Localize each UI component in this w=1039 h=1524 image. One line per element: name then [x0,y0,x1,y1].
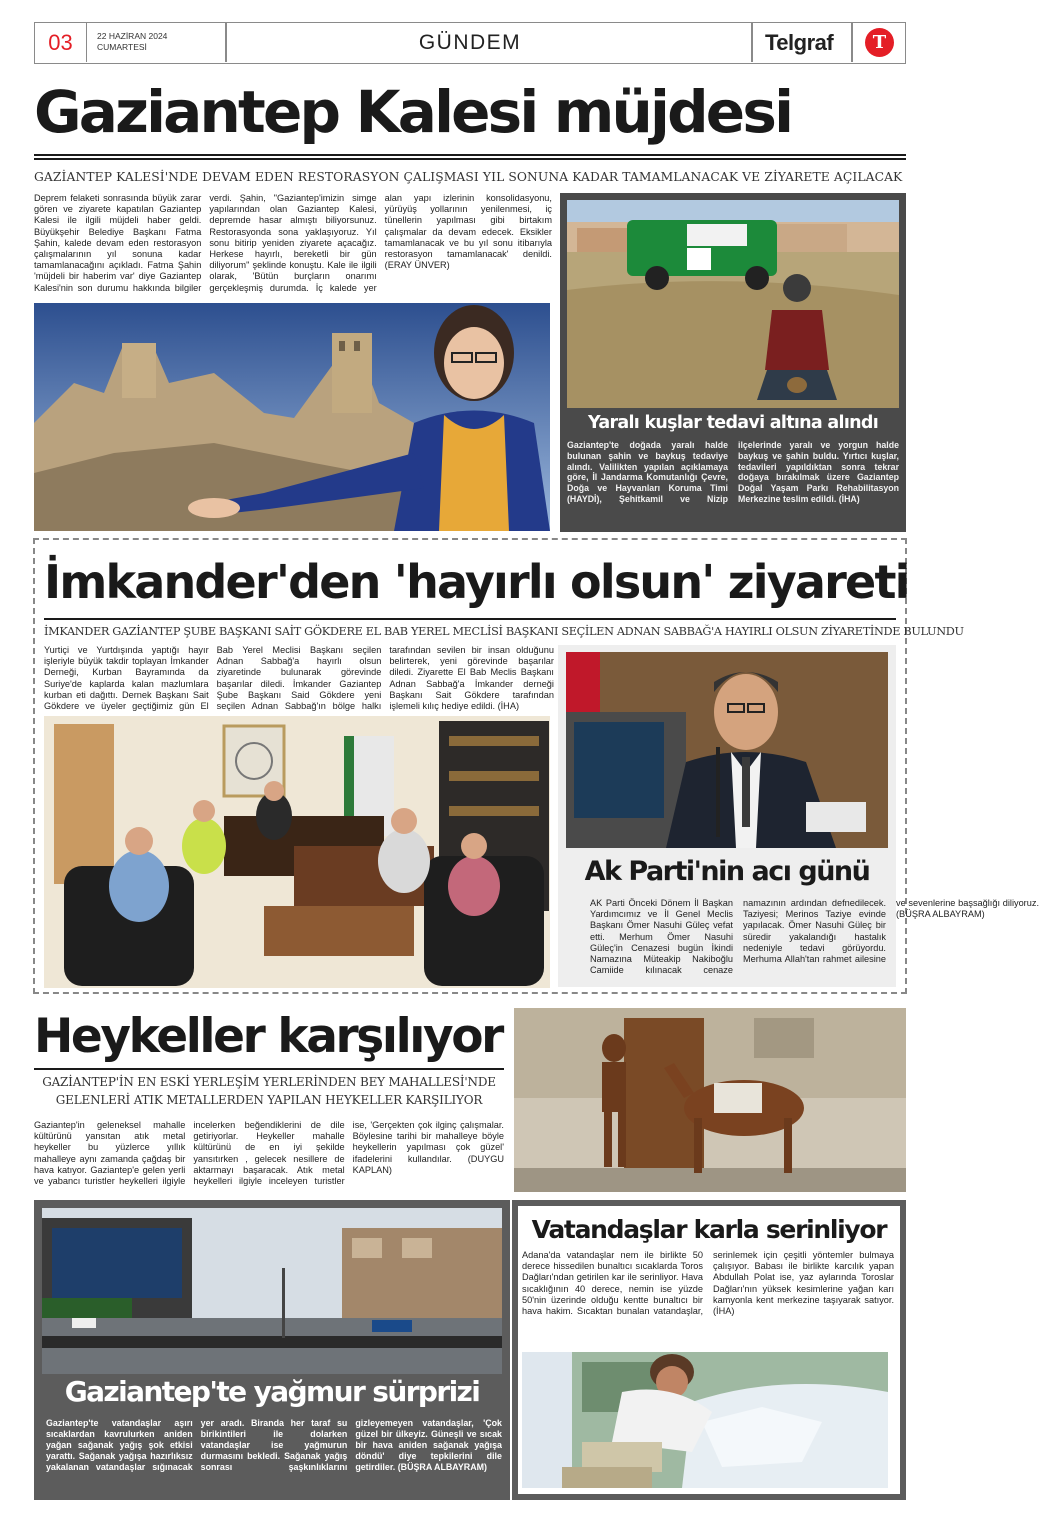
brand-logo-icon: T [865,28,894,57]
rainy-street-photo [42,1208,502,1374]
council-president-photo [566,652,888,848]
headline-rule [34,1068,504,1070]
office-visit-photo [44,716,550,988]
sidebar-headline: Yaralı kuşlar tedavi altına alındı [587,413,879,433]
rain-headline: Gaziantep'te yağmur sürprizi [64,1375,480,1408]
story-subheadline: GAZİANTEP KALESİ'NDE DEVAM EDEN RESTORASYON ÇALIŞMASI YIL SONUNA KADAR TAMAMLANACAK VE ZİYARETE AÇILACAK [34,170,903,184]
sidebar-body: Gaziantep'te doğada yaralı halde bulunan şahin ve baykuş tedaviye alındı. Valilikten yapılan açıklamaya göre, İl Jandarma Komutanlığı Çevre, Doğa ve Hayvanları Koruma Timi (HAYDİ), Şehitkamil ve Nizip ilçelerinde yaralı ve yorgun halde baykuş ve şahin buldu. Yırtıcı kuşlar, tedavileri yapıldıktan sonra tekrar doğaya bırakılmak üzere Gaziantep Doğal Yaşam Parkı Rehabilitasyon Merkezine teslim edildi. (İHA) [567,440,899,504]
headline-rule [34,154,906,160]
page-number: 03 [35,23,87,62]
header-divider [851,23,853,62]
issue-date [97,31,167,53]
rain-body: Gaziantep'te vatandaşlar aşırı sıcaklardan kavrulurken aniden yağan sağanak yağış şok etkisi yarattı. Sağanak yağışa hazırlıksız yakalanan vatandaşlar sığınacak yer aradı. Biranda her taraf su birikintileri ile dolarken vatandaşlar ise yağmurun durmasını bekledi. Sağanak yağış sonrası şaşkınlıklarını gizleyemeyen vatandaşlar, 'Çok güzel bir ülkeyiz. Güneşli ve sıcak bir hava aniden sağanak yağışa döndü' diye tepkilerini dile getirdiler. (BÜŞRA ALBAYRAM) [46,1418,502,1472]
story-headline: İmkander'den 'hayırlı olsun' ziyareti [44,555,909,609]
story-headline: Gaziantep Kalesi müjdesi [34,78,792,146]
story-body: Yurtiçi ve Yurtdışında yaptığı hayır işleriyle büyük takdir toplayan İmkander Derneği, Kurban Bayramında da Suriye'de kaplarda kalan mazlumlara kurban eti dağıttı. Dernek Başkanı Sait Gökdere ve üyeler geçtiğimiz gün El Bab Yerel Meclisi Başkanı seçilen Adnan Sabbağ'a hayırlı olsun ziyaretinde bulunarak görevinde başarılar diledi. İmkander Gaziantep Şube Başkanı Said Gökdere yeni seçilen Adnan Sabbağ'ın bölge halkı tarafından sevilen bir insan olduğunu belirterek, yeni görevinde başarılar diledi. Ziyarette El Bab Meclis Başkanı Adnan Sabbağ'a İmkander derneği Başkanı Sait Gökdere tarafından işlemeli kılıç hediye edildi. (İHA) [44,645,554,712]
page-header [34,22,906,64]
story-body: Gaziantep'in geleneksel mahalle kültürünü yansıtan atık metal heykeller bu yüzlerce yıllık mahalleye aynı zamanda çağdaş bir hava katıyor. Gaziantep'e gelen yerli ve yabancı turistler heykelleri ilgiyle incelerken beğendiklerini de dile getiriyorlar. Heykeller mahalle kültürünü de en iyi şekilde yansıtırken , gelecek nesillere de aktarmayı başaracak. Atık metal heykelleri ilgiyle inceleyen turistler ise, 'Gerçekten çok ilginç çalışmalar. Böylesine tarihi bir mahalleye böyle heykellerin yapılması çok güzel' ifadelerini kullandılar. (DUYGU KAPLAN) [34,1120,504,1187]
headline-rule [44,618,896,620]
snow-body: Adana'da vatandaşlar nem ile birlikte 50 derece hissedilen bunaltıcı sıcaklarda Toros Dağları'ndan getirilen kar ile serinliyor. Hava sıcaklığının 40 derece, nemin ise yüzde 50'nin üzerinde olduğu kentte bunaltıcı bir hava hakim. Sıcaktan bunalan vatandaşlar, serinlemek için çeşitli yöntemler bulmaya çalışıyor. Babası ile birlikte karcılık yapan Abdullah Polat ise, yaz aylarında Toroslar Dağları'nın yüksek kesimlerine yağan karı kamyonla kent merkezine taşıyarak satıyor. (İHA) [522,1250,894,1317]
date-line: 22 HAZİRAN 2024 [97,31,168,41]
section-title: GÜNDEM [418,31,522,54]
gendarmerie-photo [567,200,899,408]
snow-seller-photo [522,1352,888,1488]
story-subheadline: İMKANDER GAZİANTEP ŞUBE BAŞKANI SAİT GÖKDERE EL BAB YEREL MECLİSİ BAŞKANI SEÇİLEN ADNAN SABBAĞ'A HAYIRLI OLSUN ZİYARETİNDE BULUNDU [44,625,964,638]
brand-wordmark: Telgraf [765,30,834,55]
story-body: Deprem felaketi sonrasında büyük zarar gören ve ziyarete kapatılan Gaziantep Kalesi ile ilgili müjdeli haber geldi. Büyükşehir Belediye Başkanı Fatma Şahin, kalede devam eden restorasyon çalışmalarının yıl sonuna kadar tamamlanacağını açıkladı. Fatma Şahin 'müjdeli bir haberim var' diye Gaziantep Kalesi'nin son durumu hakkında bilgiler verdi. Şahin, "Gaziantep'imizin simge yapılarından olan Gaziantep Kalesi, depremde hasar almıştı biliyorsunuz. Restorasyonda sona yaklaşıyoruz. Yıl sonu bitirip yeniden ziyarete açacağız. Herkese hayırlı, bereketli bir gün diliyorum" şeklinde konuştu. Kale ile ilgili olarak, 'Bütün burçların onarımı gerçekleşmiş durumda. İç kalede yer alan yapı izlerinin konsolidasyonu, yürüyüş yollarının yenilenmesi, iç tünellerin yapılması gibi birtakım çalışmalar da devam edecek. Eksikler tamamlanacak ve bu yıl sonu itibarıyla restorasyon tamamlanacak' denildi. (ERAY ÜNVER) [34,193,552,293]
story-subheadline: GAZİANTEP'İN EN ESKİ YERLEŞİM YERLERİNDEN BEY MAHALLESİ'NDE GELENLERİ ATIK METALLERDEN YAPILAN HEYKELLER KARŞILIYOR [42,1075,496,1107]
header-divider [225,23,227,62]
metal-sculptures-photo [514,1008,906,1192]
weekday-line: CUMARTESİ [97,42,147,52]
story-headline: Heykeller karşılıyor [34,1009,502,1064]
snow-headline: Vatandaşlar karla serinliyor [531,1215,887,1244]
obituary-headline: Ak Parti'nin acı günü [584,856,870,887]
header-divider [751,23,753,62]
obituary-body: AK Parti Önceki Dönem İl Başkan Yardımcımız ve İl Genel Meclis Başkanı Ömer Nasuhi Güleç vefat etti. Merhum Ömer Nasuhi Güleç'in Cenazesi bugün İkindi Namazına Müteakip Nakiboğlu Camiide kılınacak cenaze namazının ardından defnedilecek. Taziyesi; Merinos Taziye evinde yapılacak. Ömer Nasuhi Güleç bir süredir yakalandığı hastalık nedeniyle tedavi görüyordu. Merhuma Allah'tan rahmet ailesine ve sevenlerine başsağlığı diliyoruz. (BÜŞRA ALBAYRAM) [590,898,1039,976]
castle-mayor-photo [34,303,550,531]
